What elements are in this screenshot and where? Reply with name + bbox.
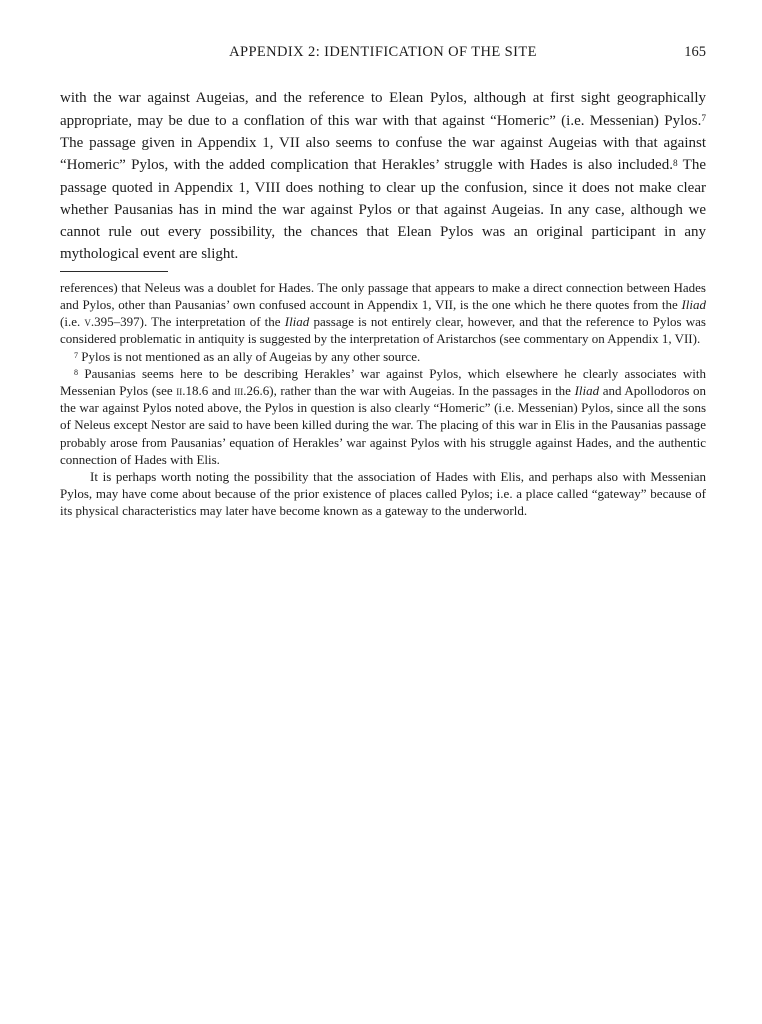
- footnote-closing: It is perhaps worth noting the possibility that the association of Hades with Elis, and perhaps also with Messenian Pylos, may have come about because of the prior existence of places called Pylos; i.e. a place called “gateway” because of its physical characteristics may later have become known as a gateway to the underworld.: [60, 469, 706, 519]
- page-number: 165: [684, 44, 706, 60]
- footnote-7: $^7$ Pylos is not mentioned as an ally of Augeias by any other source.: [74, 348, 421, 364]
- footnote-continuation: references) that Neleus was a doublet for Hades. The only passage that appears to make a direct connection between Hades and Pylos, other than Pausanias’ own confused account in Appendix 1, VII, is the one which he there quotes from the Iliad (i.e. v.395–397). The interpretation of the Iliad passage is not entirely clear, however, and that the reference to Pylos was considered problematic in antiquity is suggested by the interpretation of Aristarchos (see commentary on Appendix 1, VII).: [60, 279, 706, 347]
- body-paragraph: with the war against Augeias, and the reference to Elean Pylos, although at first sight geographically appropriate, may be due to a conflation of this war with that against “Homeric” (i.e. Messenian) Pylos.$^7$ The passage given in Appendix 1, VII also seems to confuse the war against Augeias with that against “Homeric” Pylos, with the added complication that Herakles’ struggle with Hades is also included.$^8$ The passage quoted in Appendix 1, VIII does nothing to clear up the confusion, since it does not make clear whether Pausanias has in mind the war against Pylos or that against Augeias. In any case, although we cannot rule out every possibility, the chances that Elean Pylos was an original participant in any mythological event are slight.: [60, 90, 706, 263]
- footnote-separator: [60, 271, 168, 272]
- footnotes-section: [60, 279, 706, 520]
- running-header: [60, 44, 706, 61]
- header-title: APPENDIX 2: IDENTIFICATION OF THE SITE: [229, 44, 537, 60]
- footnote-8: $^8$ Pausanias seems here to be describing Herakles’ war against Pylos, which elsewhere he clearly associates with Messenian Pylos (see ii.18.6 and iii.26.6), rather than the war with Augeias. In the passages in the Iliad and Apollodoros on the war against Pylos noted above, the Pylos in question is also clearly “Homeric” (i.e. Messenian) Pylos, since all the sons of Neleus except Nestor are said to have been killed during the war. The placing of this war in Elis in the Pausanias passage probably arose from Pausanias’ equation of Herakles’ war against Pylos with his struggle against Hades, and the authentic connection of Hades with Elis.: [60, 365, 706, 467]
